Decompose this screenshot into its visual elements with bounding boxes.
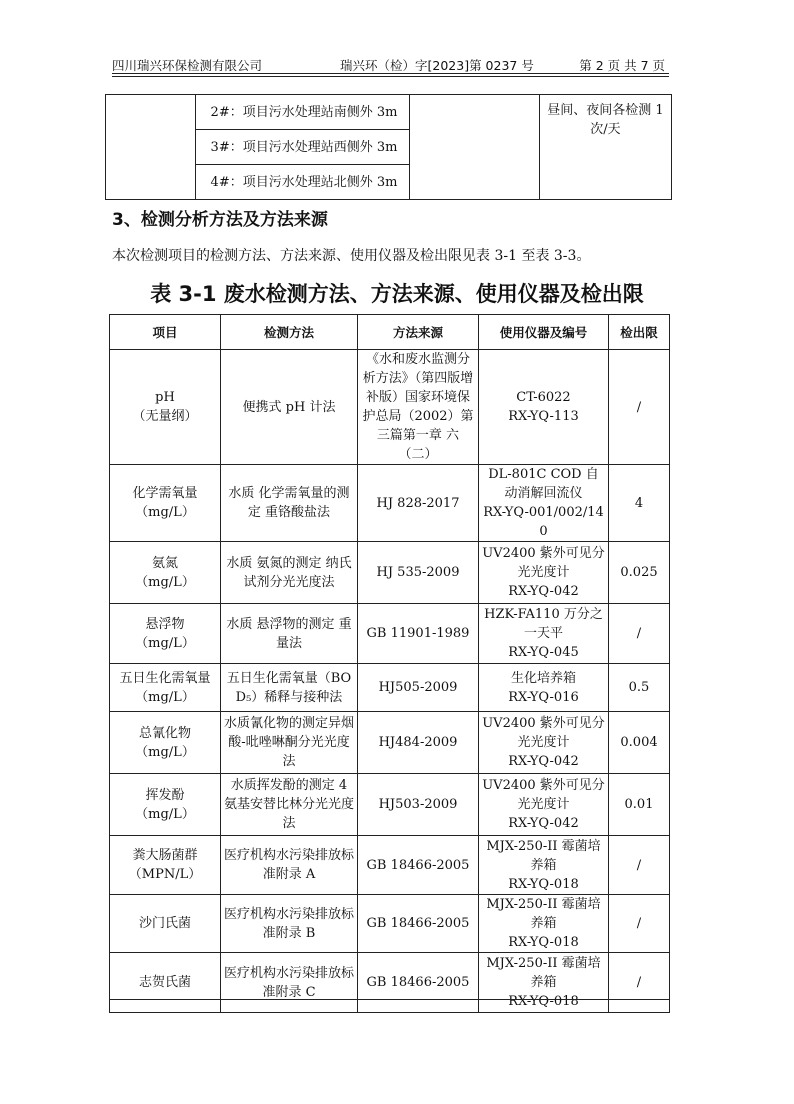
continued-points-table <box>105 94 672 200</box>
section-title: 3、检测分析方法及方法来源 <box>112 210 328 230</box>
source-cell: HJ503-2009 <box>358 774 479 836</box>
source-cell: HJ 535-2009 <box>358 542 479 604</box>
header-divider <box>112 73 669 74</box>
item-unit: （MPN/L） <box>128 867 202 882</box>
table-bottom-border <box>109 999 669 1000</box>
column-header: 使用仪器及编号 <box>479 315 609 350</box>
limit-cell: / <box>609 836 670 895</box>
report-number: 瑞兴环（检）字[2023]第 0237 号 <box>340 58 534 73</box>
column-header: 项目 <box>110 315 221 350</box>
item-name: 粪大肠菌群 <box>132 848 198 863</box>
method-cell: 便携式 pH 计法 <box>221 350 358 465</box>
table-row <box>110 836 670 895</box>
instrument-line: RX-YQ-001/002/140 <box>483 505 604 539</box>
table-row <box>110 895 670 953</box>
source-cell: HJ484-2009 <box>358 712 479 774</box>
item-unit: （mg/L） <box>135 689 195 705</box>
instrument-line: UV2400 紫外可见分光光度计 <box>482 716 605 750</box>
source-cell: GB 18466-2005 <box>358 895 479 953</box>
instrument-line: MJX-250-II 霉菌培养箱 <box>486 956 601 990</box>
limit-cell: / <box>609 953 670 1013</box>
item-cell <box>110 712 221 774</box>
method-cell: 五日生化需氧量（BOD₅）稀释与接种法 <box>221 664 358 712</box>
item-unit: （mg/L） <box>135 635 195 651</box>
source-cell: GB 11901-1989 <box>358 604 479 664</box>
source-cell: HJ505-2009 <box>358 664 479 712</box>
source-cell: GB 18466-2005 <box>358 836 479 895</box>
limit-cell: 0.01 <box>609 774 670 836</box>
table-header-row <box>110 315 670 350</box>
item-name: 挥发酚 <box>145 787 185 803</box>
instrument-cell <box>479 604 609 664</box>
empty-cell <box>410 95 540 200</box>
method-cell: 医疗机构水污染排放标准附录 C <box>221 953 358 1013</box>
method-cell: 水质挥发酚的测定 4 氨基安替比林分光光度法 <box>221 774 358 836</box>
column-header: 方法来源 <box>358 315 479 350</box>
instrument-line: RX-YQ-042 <box>508 584 579 599</box>
table-row <box>110 664 670 712</box>
item-cell <box>110 604 221 664</box>
table-caption: 表 3-1 废水检测方法、方法来源、使用仪器及检出限 <box>150 282 644 306</box>
company-name: 四川瑞兴环保检测有限公司 <box>112 58 263 73</box>
header-divider-2 <box>112 76 669 77</box>
frequency-cell: 昼间、夜间各检测 1 次/天 <box>540 95 672 200</box>
item-name: 沙门氏菌 <box>138 916 191 931</box>
instrument-line: RX-YQ-018 <box>508 935 579 950</box>
item-name: 志贺氏菌 <box>138 975 191 990</box>
item-name: 总氰化物 <box>138 725 191 741</box>
instrument-line: MJX-250-II 霉菌培养箱 <box>486 897 601 931</box>
instrument-line: RX-YQ-018 <box>508 876 579 892</box>
item-cell <box>110 350 221 465</box>
item-unit: （mg/L） <box>135 806 195 822</box>
instrument-line: HZK-FA110 万分之一天平 <box>484 607 603 641</box>
page-number: 第 2 页 共 7 页 <box>579 58 665 73</box>
limit-cell: / <box>609 350 670 465</box>
instrument-cell <box>479 836 609 895</box>
methods-table <box>109 314 670 1013</box>
limit-cell: / <box>609 604 670 664</box>
table-row <box>110 350 670 465</box>
instrument-line: RX-YQ-042 <box>508 816 579 831</box>
table-row <box>110 712 670 774</box>
method-cell: 水质 化学需氧量的测定 重铬酸盐法 <box>221 465 358 542</box>
limit-cell: 0.025 <box>609 542 670 604</box>
item-name: 化学需氧量 <box>132 486 198 501</box>
instrument-line: UV2400 紫外可见分光光度计 <box>482 778 605 812</box>
item-name: 五日生化需氧量 <box>119 670 211 686</box>
instrument-cell <box>479 895 609 953</box>
instrument-line: DL-801C COD 自动消解回流仪 <box>488 467 599 501</box>
column-header: 检出限 <box>609 315 670 350</box>
instrument-cell <box>479 774 609 836</box>
instrument-line: UV2400 紫外可见分光光度计 <box>482 546 605 580</box>
limit-cell: / <box>609 895 670 953</box>
table-row <box>110 542 670 604</box>
limit-cell: 4 <box>609 465 670 542</box>
item-unit: （mg/L） <box>135 505 195 520</box>
instrument-line: CT-6022 <box>516 390 571 405</box>
method-cell: 医疗机构水污染排放标准附录 B <box>221 895 358 953</box>
column-header: 检测方法 <box>221 315 358 350</box>
table-row <box>110 953 670 1013</box>
instrument-line: RX-YQ-018 <box>508 994 579 1009</box>
item-cell <box>110 836 221 895</box>
source-cell: HJ 828-2017 <box>358 465 479 542</box>
method-cell: 水质 氨氮的测定 纳氏试剂分光光度法 <box>221 542 358 604</box>
table-row <box>110 465 670 542</box>
instrument-cell <box>479 350 609 465</box>
item-name: pH <box>155 390 175 405</box>
source-cell: 《水和废水监测分析方法》（第四版增补版）国家环境保护总局（2002）第三篇第一章 六（二） <box>358 350 479 465</box>
limit-cell: 0.5 <box>609 664 670 712</box>
point-cell: 2#：项目污水处理站南侧外 3m <box>196 95 410 130</box>
item-cell <box>110 465 221 542</box>
method-cell: 水质氰化物的测定异烟酸-吡唑啉酮分光光度法 <box>221 712 358 774</box>
instrument-cell <box>479 712 609 774</box>
instrument-line: RX-YQ-045 <box>508 645 579 660</box>
instrument-cell <box>479 953 609 1013</box>
item-cell <box>110 664 221 712</box>
item-unit: （mg/L） <box>135 744 195 760</box>
section-intro: 本次检测项目的检测方法、方法来源、使用仪器及检出限见表 3-1 至表 3-3。 <box>112 248 591 264</box>
limit-cell: 0.004 <box>609 712 670 774</box>
table-row <box>110 604 670 664</box>
table-row <box>110 774 670 836</box>
item-name: 悬浮物 <box>145 616 185 632</box>
item-cell <box>110 542 221 604</box>
item-cell <box>110 895 221 953</box>
instrument-line: RX-YQ-042 <box>508 754 579 769</box>
method-cell: 医疗机构水污染排放标准附录 A <box>221 836 358 895</box>
item-unit: （mg/L） <box>135 574 195 590</box>
item-cell <box>110 953 221 1013</box>
instrument-line: MJX-250-II 霉菌培养箱 <box>486 838 601 873</box>
instrument-line: RX-YQ-016 <box>508 689 579 705</box>
item-cell <box>110 774 221 836</box>
method-cell: 水质 悬浮物的测定 重量法 <box>221 604 358 664</box>
source-cell: GB 18466-2005 <box>358 953 479 1013</box>
empty-cell <box>106 95 196 200</box>
item-name: 氨氮 <box>151 555 178 571</box>
point-cell: 4#：项目污水处理站北侧外 3m <box>196 165 410 200</box>
instrument-cell <box>479 664 609 712</box>
instrument-line: 生化培养箱 <box>510 670 576 686</box>
point-cell: 3#：项目污水处理站西侧外 3m <box>196 130 410 165</box>
item-unit: （无量纲） <box>132 409 198 424</box>
instrument-line: RX-YQ-113 <box>508 409 579 424</box>
instrument-cell <box>479 465 609 542</box>
instrument-cell <box>479 542 609 604</box>
